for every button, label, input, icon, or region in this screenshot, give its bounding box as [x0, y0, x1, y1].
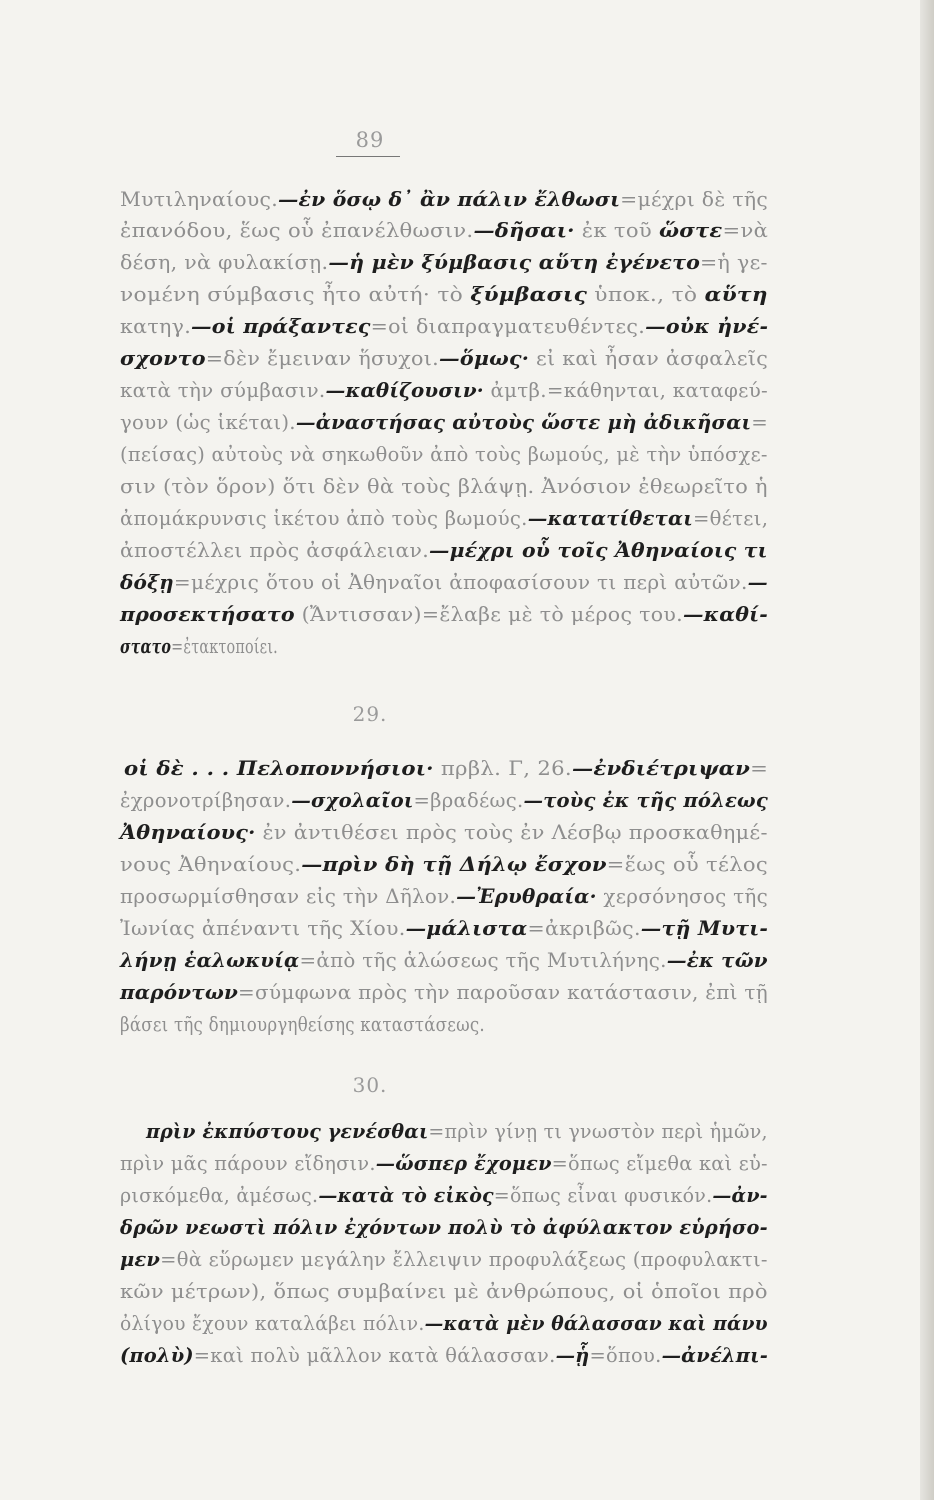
- lemma-text: σχοντο: [120, 346, 206, 370]
- lemma-text: —ἡ μὲν ξύμβασις αὕτη ἐγένετο: [328, 250, 701, 274]
- text-line-content: [120, 1008, 485, 1040]
- lemma-text: —μάλιστα: [405, 916, 528, 940]
- lemma-text: λήνῃ ἑαλωκυίᾳ: [120, 948, 300, 972]
- text-line-content: [120, 598, 768, 630]
- text-line: [120, 912, 934, 944]
- page-number: 89: [355, 128, 385, 152]
- gloss-text: πρὶν μᾶς πάρουν εἴδησιν.: [120, 1151, 376, 1175]
- lemma-text: μεν: [120, 1247, 161, 1271]
- text-line-content: [120, 566, 768, 598]
- gloss-text: =ἡ γε-: [700, 250, 768, 274]
- gloss-text: =: [751, 410, 769, 434]
- text-line: [120, 310, 934, 342]
- lemma-text: —τοὺς ἐκ τῆς πόλεως: [523, 788, 768, 812]
- text-line-content: [146, 1115, 768, 1147]
- lemma-text: —ἀναστήσας αὐτοὺς ὥστε μὴ ἀδικῆσαι: [295, 410, 752, 434]
- text-line: [120, 1307, 934, 1339]
- gloss-text: (πείσας) αὐτοὺς νὰ σηκωθοῦν ἀπὸ τοὺς βωμούς, μὲ τὴν ὑπόσχε-: [120, 442, 768, 466]
- lemma-text: —δῆσαι·: [473, 218, 575, 242]
- gloss-text: =ἕως οὗ τέλος: [606, 852, 768, 876]
- text-line-content: [120, 784, 768, 816]
- text-line-content: [120, 406, 768, 438]
- gloss-text: =ὅπου.: [589, 1343, 662, 1367]
- gloss-text: βάσει τῆς δημιουργηθείσης καταστάσεως.: [120, 1012, 485, 1036]
- text-line: [120, 470, 934, 502]
- lemma-text: —: [747, 570, 768, 594]
- text-line: [120, 1339, 934, 1371]
- gloss-text: =ἀκριβῶς.: [527, 916, 641, 940]
- lemma-text: —κατατίθεται: [527, 506, 693, 530]
- gloss-text: ἀποστέλλει πρὸς ἀσφάλειαν.: [120, 538, 430, 562]
- gloss-text: γουν (ὡς ἱκέται).: [120, 410, 296, 434]
- text-line-content: [120, 944, 768, 976]
- text-line: [146, 1115, 934, 1147]
- text-line: [120, 976, 934, 1008]
- text-line-content: [120, 534, 768, 566]
- text-line: [120, 1211, 934, 1243]
- gloss-text: ἐκ τοῦ: [574, 218, 659, 242]
- gloss-text: ὑποκ., τὸ: [587, 282, 705, 306]
- text-line: [120, 880, 934, 912]
- gloss-text: (Ἄντισσαν)=ἔλαβε μὲ τὸ μέρος του.: [294, 602, 683, 626]
- text-line: [120, 784, 934, 816]
- text-line-content: [120, 374, 768, 406]
- lemma-text: —μέχρι οὗ τοῖς Ἀθηναίοις τι: [429, 538, 768, 562]
- text-line: [120, 183, 934, 215]
- text-line: [120, 438, 934, 470]
- gloss-text: κατὰ τὴν σύμβασιν.: [120, 378, 326, 402]
- text-line-content: [120, 278, 768, 310]
- gloss-text: =οἱ διαπραγματευθέντες.: [370, 314, 646, 338]
- gloss-text: σιν (τὸν ὅρον) ὅτι δὲν θὰ τοὺς βλάψῃ. Ἀνόσιον ἐθεωρεῖτο ἡ: [120, 474, 768, 498]
- lemma-text: —ἐκ τῶν: [666, 948, 768, 972]
- gloss-text: =ὅπως εἴμεθα καὶ εὑ-: [551, 1151, 768, 1175]
- text-line-content: [120, 1179, 768, 1211]
- gloss-text: =ὅπως εἶναι φυσικόν.: [493, 1183, 713, 1207]
- text-line-content: [120, 183, 768, 215]
- gloss-text: =θέτει,: [692, 506, 769, 530]
- gloss-text: =ἐτακτοποίει.: [171, 634, 278, 658]
- text-line-content: [120, 816, 768, 848]
- text-line: [120, 502, 934, 534]
- gloss-text: =βραδέως.: [413, 788, 524, 812]
- text-line-content: [120, 246, 768, 278]
- text-line: [120, 406, 934, 438]
- text-line: [120, 598, 934, 630]
- text-line-content: [120, 1307, 768, 1339]
- gloss-text: ἐχρονοτρίβησαν.: [120, 788, 292, 812]
- text-line: [120, 944, 934, 976]
- lemma-text: —κατὰ μὲν θάλασσαν καὶ πάνυ: [424, 1311, 768, 1335]
- text-line: [120, 566, 934, 598]
- lemma-text: παρόντων: [120, 980, 239, 1004]
- lemma-text: —καθίζουσιν·: [325, 378, 484, 402]
- gloss-text: εἰ καὶ ἦσαν ἀσφαλεῖς: [529, 346, 769, 370]
- gloss-text: =ἀπὸ τῆς ἁλώσεως τῆς Μυτιλήνης.: [299, 948, 667, 972]
- gloss-text: =καὶ πολὺ μᾶλλον κατὰ θάλασσαν.: [193, 1343, 556, 1367]
- text-line: [120, 816, 934, 848]
- text-line: [120, 214, 934, 246]
- lemma-text: —ἐν ὅσῳ δ᾽ ἂν πάλιν ἔλθωσι: [278, 187, 621, 211]
- text-line-content: [120, 342, 768, 374]
- lemma-text: —σχολαῖοι: [291, 788, 414, 812]
- lemma-text: —πρὶν δὴ τῇ Δήλῳ ἔσχον: [301, 852, 607, 876]
- text-line: [120, 1275, 934, 1307]
- lemma-text: ξύμβασις: [470, 282, 588, 306]
- section-29-heading: 29.: [352, 702, 388, 726]
- lemma-text: —ὅμως·: [439, 346, 530, 370]
- lemma-text: δρῶν νεωστὶ πόλιν ἐχόντων πολὺ τὸ ἀφύλακτον εὑρήσο-: [120, 1215, 768, 1239]
- gloss-text: κατηγ.: [120, 314, 192, 338]
- text-line-content: [120, 438, 768, 470]
- gloss-text: =σύμφωνα πρὸς τὴν παροῦσαν κατάστασιν, ἐπὶ τῇ: [238, 980, 768, 1004]
- gloss-text: ρισκόμεθα, ἀμέσως.: [120, 1183, 319, 1207]
- gloss-text: =: [750, 756, 769, 780]
- lemma-text: (πολὺ): [120, 1343, 194, 1367]
- text-line-content: [120, 310, 768, 342]
- gloss-text: ἀμτβ.=κάθηνται, καταφεύ-: [483, 378, 768, 402]
- text-line-content: [120, 214, 768, 246]
- lemma-text: δόξῃ: [120, 570, 174, 594]
- section-30-heading: 30.: [352, 1073, 388, 1097]
- gloss-text: ὀλίγου ἔχουν καταλάβει πόλιν.: [120, 1311, 425, 1335]
- lemma-text: —οὐκ ἠνέ-: [645, 314, 769, 338]
- text-line-content: [120, 976, 768, 1008]
- text-line: [120, 278, 934, 310]
- lemma-text: —οἱ πράξαντες: [191, 314, 371, 338]
- gloss-text: =μέχρις ὅτου οἱ Ἀθηναῖοι ἀποφασίσουν τι περὶ αὐτῶν.: [173, 570, 748, 594]
- lemma-text: —ἀν-: [712, 1183, 768, 1207]
- lemma-text: προσεκτήσατο: [120, 602, 295, 626]
- text-line-content: [120, 630, 278, 662]
- gloss-text: νους Ἀθηναίους.: [120, 852, 302, 876]
- lemma-text: στατο: [120, 634, 172, 658]
- gloss-text: =πρὶν γίνῃ τι γνωστὸν περὶ ἡμῶν,: [428, 1119, 768, 1143]
- text-line: [120, 1243, 934, 1275]
- text-line: [120, 246, 934, 278]
- text-line-content: [120, 502, 768, 534]
- text-line-content: [120, 912, 768, 944]
- text-line-content: [120, 1339, 768, 1371]
- lemma-text: —ὥσπερ ἔχομεν: [375, 1151, 552, 1175]
- lemma-text: Ἀθηναίους·: [120, 820, 256, 844]
- text-line-content: [120, 848, 768, 880]
- lemma-text: —ἀνέλπι-: [661, 1343, 768, 1367]
- gloss-text: ἀπομάκρυνσις ἱκέτου ἀπὸ τοὺς βωμούς.: [120, 506, 528, 530]
- lemma-text: —ἐνδιέτριψαν: [571, 756, 751, 780]
- gloss-text: =δὲν ἔμειναν ἥσυχοι.: [205, 346, 440, 370]
- gloss-text: κῶν μέτρων), ὅπως συμβαίνει μὲ ἀνθρώπους, οἱ ὁποῖοι πρὸ: [120, 1279, 768, 1303]
- gloss-text: =νὰ: [722, 218, 769, 242]
- text-line: [120, 342, 934, 374]
- text-line-content: [120, 1243, 768, 1275]
- lemma-text: —τῇ Μυτι-: [640, 916, 769, 940]
- text-line: [120, 1147, 934, 1179]
- text-line: [120, 534, 934, 566]
- text-line: [124, 752, 934, 784]
- lemma-text: οἱ δὲ . . . Πελοποννήσιοι·: [124, 756, 434, 780]
- gloss-text: =θὰ εὕρωμεν μεγάλην ἔλλειψιν προφυλάξεως (προφυλακτι-: [160, 1247, 768, 1271]
- text-line-content: [120, 880, 768, 912]
- gloss-text: πρβλ. Γ, 26.: [433, 756, 572, 780]
- gloss-text: Ἰωνίας ἀπέναντι τῆς Χίου.: [120, 916, 406, 940]
- lemma-text: —Ἐρυθραία·: [456, 884, 597, 908]
- text-line: [120, 374, 934, 406]
- gloss-text: νομένη σύμβασις ἦτο αὐτή· τὸ: [120, 282, 471, 306]
- text-line: [120, 630, 934, 662]
- gloss-text: χερσόνησος τῆς: [596, 884, 769, 908]
- gloss-text: ἐν ἀντιθέσει πρὸς τοὺς ἐν Λέσβῳ προσκαθημέ-: [255, 820, 768, 844]
- text-line-content: [120, 1147, 768, 1179]
- gloss-text: Μυτιληναίους.: [120, 187, 279, 211]
- lemma-text: —καθί-: [682, 602, 768, 626]
- text-line: [120, 848, 934, 880]
- gloss-text: ἐπανόδου, ἕως οὗ ἐπανέλθωσιν.: [120, 218, 474, 242]
- text-line: [120, 1008, 934, 1040]
- lemma-text: —ᾗ: [555, 1343, 590, 1367]
- gloss-text: =μέχρι δὲ τῆς: [620, 187, 769, 211]
- lemma-text: ὥστε: [658, 218, 723, 242]
- text-line-content: [120, 1211, 768, 1243]
- text-line-content: [120, 470, 768, 502]
- text-line-content: [124, 752, 768, 784]
- text-line-content: [120, 1275, 768, 1307]
- text-line: [120, 1179, 934, 1211]
- lemma-text: πρὶν ἐκπύστους γενέσθαι: [146, 1119, 429, 1143]
- lemma-text: —κατὰ τὸ εἰκὸς: [318, 1183, 494, 1207]
- page-number-rule: [336, 156, 400, 157]
- gloss-text: προσωρμίσθησαν εἰς τὴν Δῆλον.: [120, 884, 457, 908]
- gloss-text: δέση, νὰ φυλακίσῃ.: [120, 250, 329, 274]
- lemma-text: αὕτη: [704, 282, 768, 306]
